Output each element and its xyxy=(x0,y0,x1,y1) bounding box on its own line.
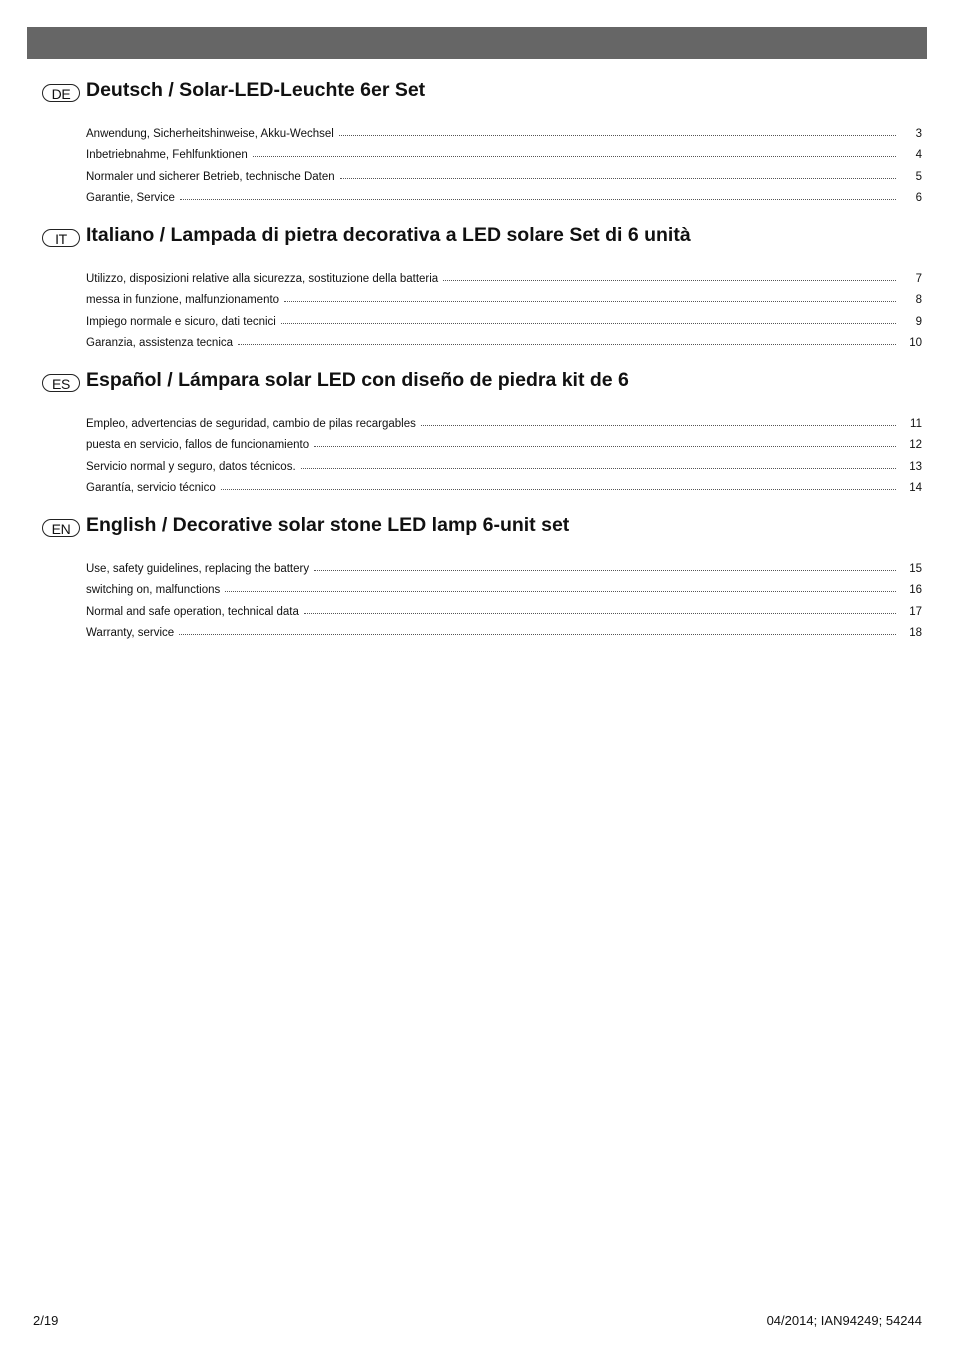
toc-entry-label: Normaler und sicherer Betrieb, technische Daten xyxy=(86,170,335,183)
toc-entry[interactable] xyxy=(86,328,922,350)
dot-leader xyxy=(304,612,896,614)
section-heading xyxy=(42,79,922,108)
language-badge-en: EN xyxy=(42,519,80,537)
section-es xyxy=(42,369,922,494)
toc-entry-page: 3 xyxy=(915,127,922,140)
toc-entry[interactable] xyxy=(86,575,922,597)
toc-entry-page: 10 xyxy=(909,337,922,349)
toc-entry-label: messa in funzione, malfunzionamento xyxy=(86,294,280,306)
toc-entry[interactable] xyxy=(86,140,922,162)
toc-entry-label: Impiego normale e sicuro, dati tecnici xyxy=(86,315,276,328)
toc-entry[interactable] xyxy=(86,183,922,205)
footer-reference: 04/2014; IAN94249; 54244 xyxy=(766,1313,922,1328)
toc-entry-label: Warranty, service xyxy=(86,627,175,639)
toc-entry-page: 8 xyxy=(915,294,922,306)
toc-entry[interactable] xyxy=(86,618,922,640)
toc-entry-page: 15 xyxy=(909,562,922,575)
section-title-en: English / Decorative solar stone LED lamp 6-unit set xyxy=(86,514,570,536)
footer-page-number: 2/19 xyxy=(33,1313,59,1328)
toc-entry[interactable] xyxy=(86,473,922,495)
toc-entry-label: Empleo, advertencias de seguridad, cambio de pilas recargables xyxy=(86,417,416,430)
toc-entry[interactable] xyxy=(86,285,922,307)
section-title-es: Español / Lámpara solar LED con diseño de piedra kit de 6 xyxy=(86,369,629,391)
section-de xyxy=(42,79,922,204)
dot-leader xyxy=(340,177,896,179)
dot-leader xyxy=(421,424,896,426)
toc-entry-page: 13 xyxy=(909,460,922,473)
dot-leader xyxy=(179,633,896,635)
toc-entry[interactable] xyxy=(86,596,922,618)
section-title-de: Deutsch / Solar-LED-Leuchte 6er Set xyxy=(86,79,426,101)
toc-entry[interactable] xyxy=(86,553,922,575)
toc-entry-label: Inbetriebnahme, Fehlfunktionen xyxy=(86,149,248,161)
dot-leader xyxy=(221,488,896,490)
dot-leader xyxy=(314,445,896,447)
dot-leader xyxy=(301,467,896,469)
section-en xyxy=(42,514,922,639)
toc-entry-label: Utilizzo, disposizioni relative alla sicurezza, sostituzione della batteria xyxy=(86,272,439,285)
section-heading xyxy=(42,514,922,543)
toc-entry-label: Garanzia, assistenza tecnica xyxy=(86,337,234,349)
toc-entry-label: Garantía, servicio técnico xyxy=(86,482,216,494)
toc-entry-label: Garantie, Service xyxy=(86,192,175,204)
dot-leader xyxy=(284,300,896,302)
toc-entry-page: 12 xyxy=(909,439,922,451)
toc-entry-page: 11 xyxy=(910,417,922,430)
toc-entry-label: Use, safety guidelines, replacing the battery xyxy=(86,562,310,575)
toc-entry-page: 9 xyxy=(915,315,922,328)
section-heading xyxy=(42,224,922,253)
dot-leader xyxy=(225,590,896,592)
toc-entry[interactable] xyxy=(86,451,922,473)
toc-entry-page: 18 xyxy=(909,627,922,639)
toc-entry[interactable] xyxy=(86,408,922,430)
dot-leader xyxy=(281,322,896,324)
toc-entry-page: 17 xyxy=(909,605,922,618)
toc-entry-page: 6 xyxy=(915,192,922,204)
toc-entry[interactable] xyxy=(86,118,922,140)
header-bar xyxy=(27,27,927,59)
language-badge-es: ES xyxy=(42,374,80,392)
dot-leader xyxy=(180,198,896,200)
toc-list xyxy=(42,118,922,204)
toc-entry-page: 14 xyxy=(909,482,922,494)
toc-entry[interactable] xyxy=(86,263,922,285)
dot-leader xyxy=(339,134,896,136)
language-badge-de: DE xyxy=(42,84,80,102)
toc-entry-page: 16 xyxy=(909,584,922,596)
dot-leader xyxy=(443,279,896,281)
dot-leader xyxy=(238,343,896,345)
toc-entry-page: 7 xyxy=(915,272,922,285)
toc-entry-label: switching on, malfunctions xyxy=(86,584,221,596)
toc-entry-label: puesta en servicio, fallos de funcionamiento xyxy=(86,439,310,451)
dot-leader xyxy=(253,155,896,157)
language-badge-it: IT xyxy=(42,229,80,247)
toc-entry-label: Normal and safe operation, technical data xyxy=(86,605,299,618)
toc-entry[interactable] xyxy=(86,306,922,328)
toc-entry-label: Servicio normal y seguro, datos técnicos. xyxy=(86,460,296,473)
toc-entry-label: Anwendung, Sicherheitshinweise, Akku-Wechsel xyxy=(86,127,334,140)
section-heading xyxy=(42,369,922,398)
toc-entry-page: 4 xyxy=(915,149,922,161)
section-it xyxy=(42,224,922,349)
toc-list xyxy=(42,408,922,494)
toc-list xyxy=(42,263,922,349)
section-title-it: Italiano / Lampada di pietra decorativa a LED solare Set di 6 unità xyxy=(86,224,691,246)
dot-leader xyxy=(314,569,896,571)
toc-entry[interactable] xyxy=(86,161,922,183)
toc-entry[interactable] xyxy=(86,430,922,452)
toc-list xyxy=(42,553,922,639)
toc-entry-page: 5 xyxy=(915,170,922,183)
